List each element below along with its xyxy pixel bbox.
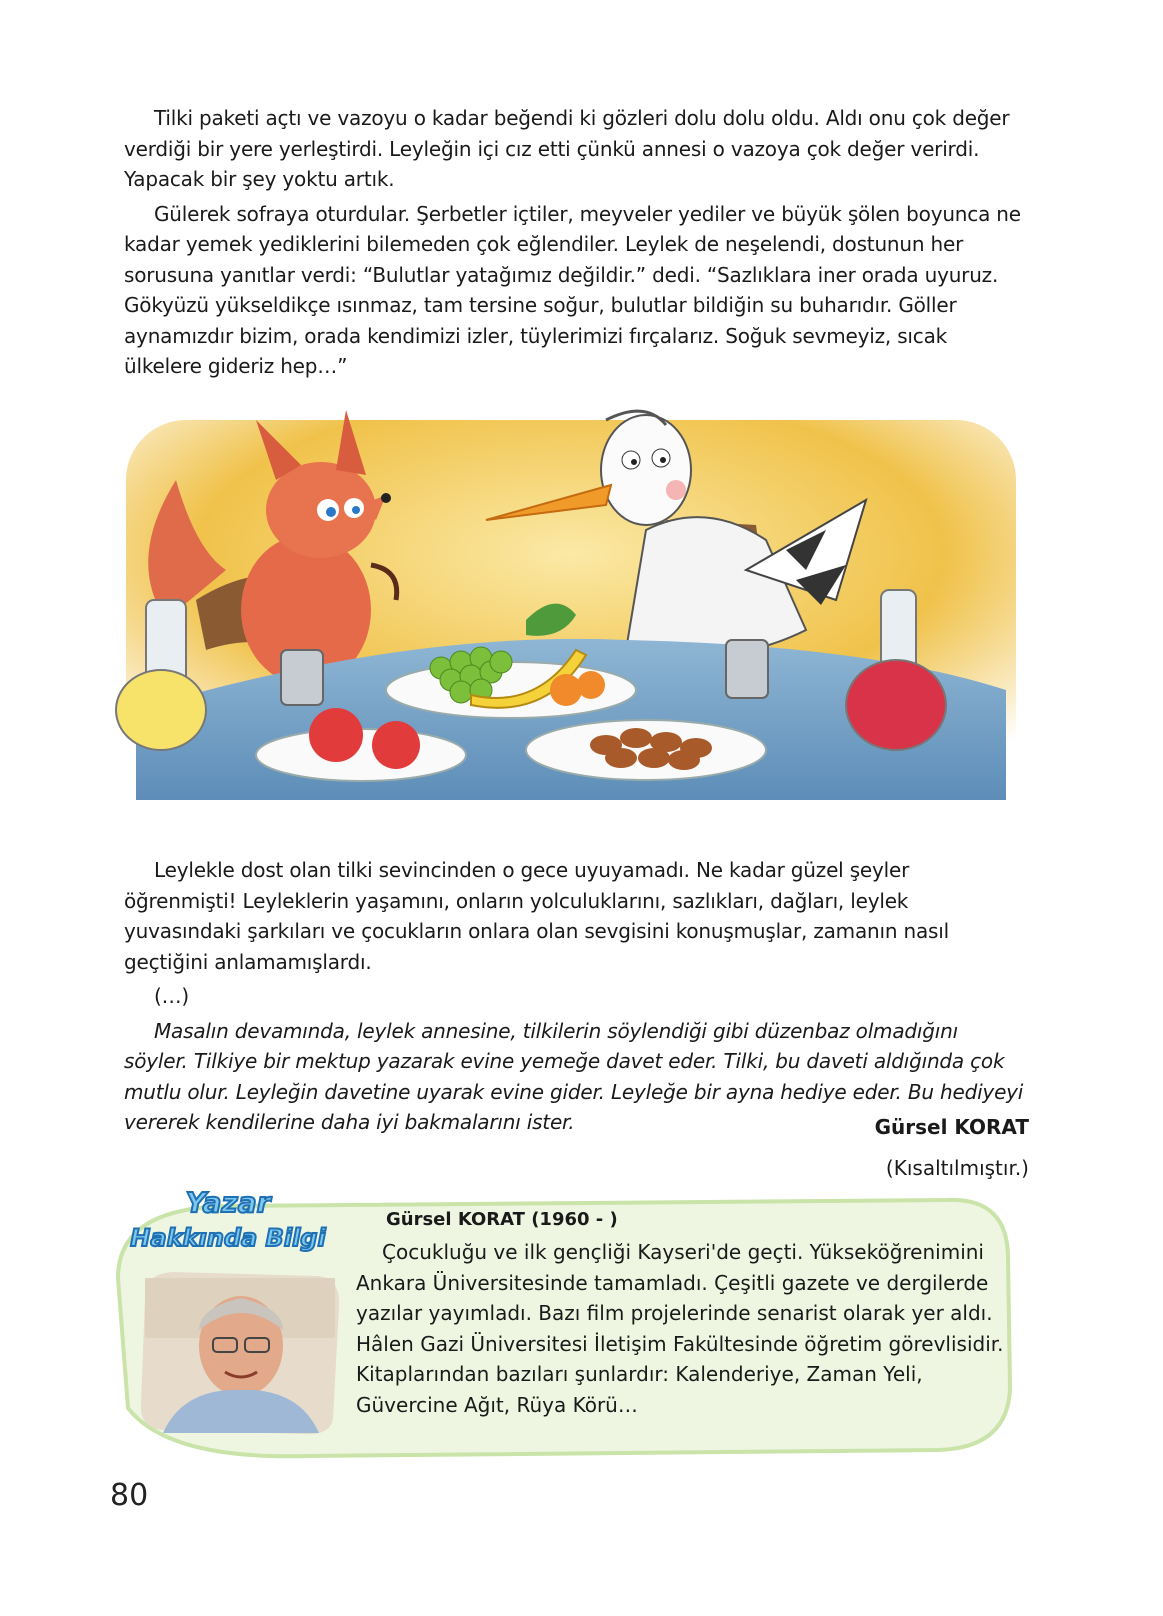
cookie-plate [526,720,766,780]
author-info-title [118,1180,338,1258]
stork-cup [726,640,768,698]
fox-cup [281,650,323,705]
page-number: 80 [110,1478,149,1513]
author-bio-paragraph: Çocukluğu ve ilk gençliği Kayseri'de geçti. Yükseköğrenimini Ankara Üniversitesinde tamamladı. Çeşitli gazete ve dergilerde yazılar yayımladı. Bazı film projelerinde senarist olarak yer aldı. Hâlen Gazi Üniversitesi İletişim Fakültesinde öğretim görevlisidir. Kitaplarından bazıları şunlardır: Kalenderiye, Zaman Yeli, Güvercine Ağıt, Rüya Körü… [356,1240,1004,1417]
story-paragraph: Gülerek sofraya oturdular. Şerbetler içtiler, meyveler yediler ve büyük şölen boyunca ne kadar yemek yediklerini bilemeden çok eğlendiler. Leylek de neşelendi, dostunun her sorusuna yanıtlar verdi: “Bulutlar yatağımız değildir.” dedi. “Sazlıklara iner orada uyuruz. Gökyüzü yükseldikçe ısınmaz, tam tersine soğur, bulutlar bildiğin su buharıdır. Göller aynamızdır bizim, orada kendimizi izler, tüylerimizi fırçalarız. Soğuk sevmeyiz, sıcak ülkelere gideriz hep…” [124,201,1021,378]
fox-and-stork-illustration [106,400,1034,820]
story-summary: Masalın devamında, leylek annesine, tilkilerin söylendiği gibi düzenbaz olmadığını söyler. Tilkiye bir mektup yazarak evine yemeğe davet eder. Tilki, bu daveti aldığında çok mutlu olur. Leyleğin davetine uyarak evine gider. Leyleğe bir ayna hediye eder. Bu hediyeyi vererek kendilerine daha iyi bakmalarını ister. [124,1018,1024,1134]
author-info-title-line2: Hakkında Bilgi [130,1224,326,1252]
story-text-top [124,103,1024,386]
author-photo [133,1268,345,1438]
story-ellipsis: (…) [154,984,190,1008]
author-info-title-line1: Yazar [185,1186,271,1219]
story-paragraph: Tilki paketi açtı ve vazoyu o kadar beğendi ki gözleri dolu dolu oldu. Aldı onu çok değer verdiği bir yere yerleştirdi. Leyleğin içi cız etti çünkü annesi o vazoya çok değer verirdi. Yapacak bir şey yoktu artık. [124,106,1010,191]
author-bio-heading: Gürsel KORAT (1960 - ) [386,1209,618,1230]
story-text-bottom [124,855,1024,1142]
author-bio-text [356,1237,1006,1420]
abridged-note: (Kısaltılmıştır.) [885,1156,1029,1180]
story-author: Gürsel KORAT [874,1115,1029,1139]
story-paragraph: Leylekle dost olan tilki sevincinden o gece uyuyamadı. Ne kadar güzel şeyler öğrenmişti! Leyleklerin yaşamını, onların yolculuklarını, sazlıkları, dağları, leylek yuvasındaki şarkıları ve çocukların onlara olan sevgisini konuşmuşlar, zamanın nasıl geçtiğini anlamamışlardı. [124,858,949,974]
